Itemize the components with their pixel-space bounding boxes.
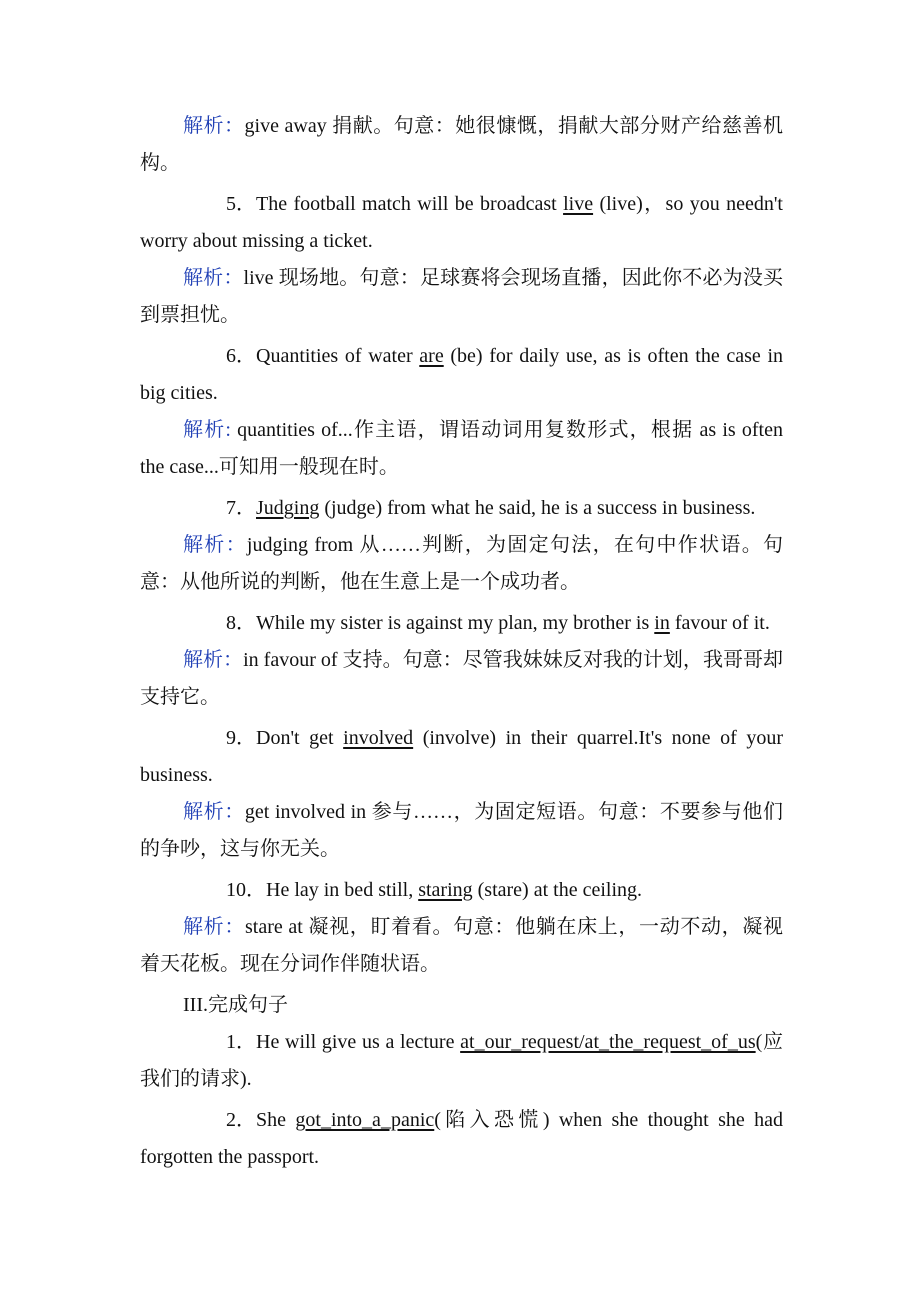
explanation-9: [140, 794, 783, 868]
explanation-text: judging from 从……判断，为固定句法，在句中作状语。句意：从他所说的判断，他在生意上是一个成功者。: [140, 534, 783, 593]
complete-sentence-2: [140, 1102, 783, 1176]
explanation-label: 解析:: [183, 419, 231, 441]
item-number: 6．: [226, 345, 256, 367]
sentence-text: The football match will be broadcast: [256, 193, 564, 215]
explanation-label: 解析：: [183, 534, 247, 556]
sentence-text: (应我们的请求).: [140, 1031, 783, 1090]
answer-blank: Judging: [256, 497, 320, 519]
complete-sentence-1: [140, 1024, 783, 1098]
explanation-text: get involved in 参与……，为固定短语。句意：不要参与他们的争吵，这与你无关。: [140, 801, 784, 860]
exercise-7: [140, 490, 783, 527]
explanation-text: stare at 凝视，盯着看。句意：他躺在床上，一动不动，凝视着天花板。现在分词作伴随状语。: [140, 916, 784, 975]
answer-blank: involved: [343, 727, 414, 749]
sentence-text: He will give us a lecture: [256, 1031, 461, 1053]
explanation-text: live 现场地。句意：足球赛将会现场直播，因此你不必为没买到票担忧。: [140, 267, 784, 326]
explanation-5: [140, 260, 783, 334]
explanation-label: 解析：: [183, 801, 245, 823]
explanation-8: [140, 642, 783, 716]
sentence-text: (be) for daily use, as is often the case in big cities.: [140, 345, 784, 404]
exercise-8: [140, 605, 783, 642]
item-number: 10．: [226, 879, 266, 901]
sentence-text: (陷入恐慌) when she thought she had forgotten the passport.: [140, 1109, 784, 1168]
sentence-text: While my sister is against my plan, my brother is: [256, 612, 655, 634]
answer-blank: staring: [418, 879, 473, 901]
section-heading: III.完成句子: [183, 994, 288, 1016]
sentence-text: Don't get: [256, 727, 344, 749]
sentence-text: He lay in bed still,: [266, 879, 419, 901]
item-number: 7．: [226, 497, 256, 519]
answer-blank: are: [419, 345, 444, 367]
sentence-text: (live)，so you needn't worry about missing a ticket.: [140, 193, 783, 252]
explanation-label: 解析：: [183, 916, 245, 938]
explanation-label: 解析：: [183, 649, 244, 671]
explanation-text: quantities of...作主语，谓语动词用复数形式，根据 as is often the case...可知用一般现在时。: [140, 419, 783, 478]
item-number: 2．: [226, 1109, 256, 1131]
explanation-label: 解析：: [183, 115, 245, 137]
sentence-text: She: [256, 1109, 296, 1131]
explanation-6: [140, 412, 783, 486]
answer-blank: got_into_a_panic: [295, 1109, 435, 1131]
sentence-text: (involve) in their quarrel.It's none of your business.: [140, 727, 783, 786]
sentence-text: (judge) from what he said, he is a success in business.: [319, 497, 756, 519]
exercise-9: [140, 720, 783, 794]
exercise-10: [140, 872, 783, 909]
explanation-4: [140, 108, 783, 182]
exercise-5: [140, 186, 783, 260]
explanation-label: 解析：: [183, 267, 244, 289]
exercise-6: [140, 338, 783, 412]
item-number: 8．: [226, 612, 256, 634]
sentence-text: favour of it.: [669, 612, 770, 634]
sentence-text: (stare) at the ceiling.: [472, 879, 643, 901]
item-number: 9．: [226, 727, 256, 749]
explanation-10: [140, 909, 783, 983]
answer-blank: in: [654, 612, 670, 634]
answer-blank: at_our_request/at_the_request_of_us: [460, 1031, 756, 1053]
item-number: 1．: [226, 1031, 256, 1053]
item-number: 5．: [226, 193, 256, 215]
explanation-text: give away 捐献。句意：她很慷慨，捐献大部分财产给慈善机构。: [140, 115, 783, 174]
explanation-7: [140, 527, 783, 601]
answer-blank: live: [563, 193, 594, 215]
explanation-text: in favour of 支持。句意：尽管我妹妹反对我的计划，我哥哥却支持它。: [140, 649, 784, 708]
sentence-text: Quantities of water: [256, 345, 420, 367]
document-page: [140, 108, 783, 1176]
